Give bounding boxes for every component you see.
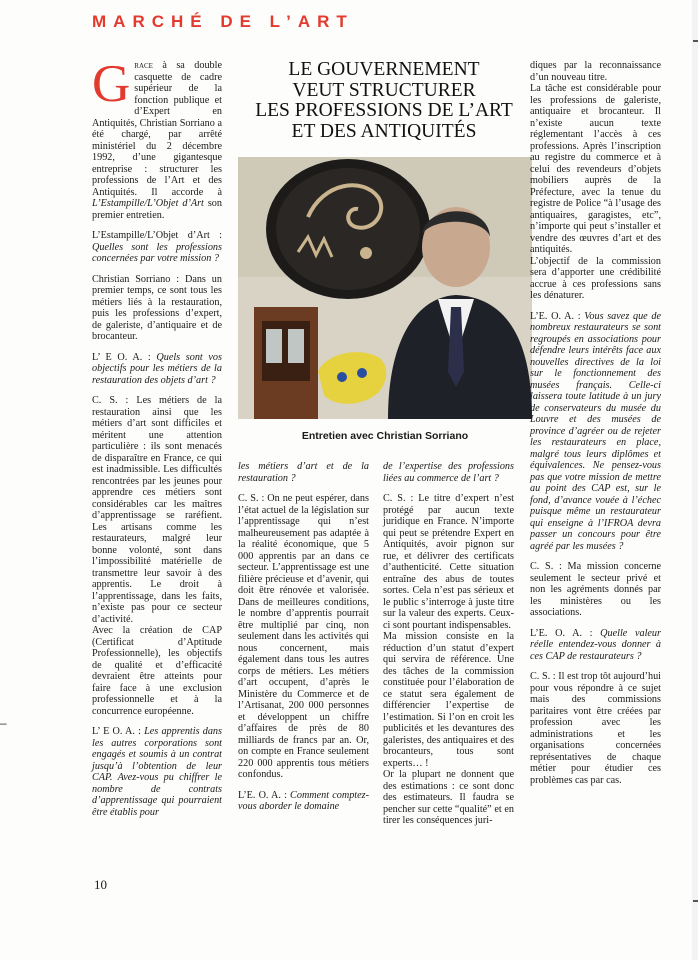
title-line: VEUT STRUCTURER [292,79,476,101]
answer-text: C. S. : On ne peut espérer, dans l’état actuel de la législation sur l’apprentissage qui n’est malheureusement pas adaptée à la réalité économique, que 5 000 apprentis par an dans ce secteur. L’apprentissage est une filière précieuse et d’avenir, qui doit être rénovée et valorisée. Dans de meilleures conditions, le nombre d’apprentis pourrait être multiplié par cinq, non seulement dans les activités qui nous concernent, mais également dans tous les autres corps de métiers. Les métiers d’art occupent, d’après le Ministère du Commerce et de l’Artisanat, 200 000 personnes et développent un chiffre d’affaires de près de 80 milliards de francs par an. Or, on compte en France seulement 220 000 apprentis tous métiers confondus. [238,493,369,780]
answer-text: C. S. : Ma mission concerne seulement le secteur privé et non les agréments donnés par les ministères ou les associations. [530,561,661,618]
answer-text: La tâche est considérable pour les professions de galeriste, antiquaire et brocanteur. Il n’existe aucun texte réglementant l’accès à ces professions. Après l’inscription au registre du commerce et à celui des revendeurs d’objets mobiliers auprès de la Préfecture, avec la tenue du registre de Police “à l’usage des antiquaires, garagistes, etc”, n’importe qui peut s’installer et vendre des œuvres d’art et des antiquités. [530,83,661,255]
magazine-name: L’Estampille/L’Objet d’Art [92,198,204,209]
question-speaker: L’Estampille/L’Objet d’Art : [92,230,222,241]
drop-cap: G [92,55,131,113]
answer-text: L’objectif de la commission sera d’apporter une crédibilité accrue à ces professions sans les dénaturer. [530,255,661,301]
question-continuation: les métiers d’art et de la restauration ? [238,461,369,484]
section-header: MARCHÉ DE L’ART [92,12,354,31]
margin-mark: – [0,716,7,730]
answer-text: C. S. : Le titre d’expert n’est protégé par aucun texte juridique en France. N’importe qui peut se prétendre Expert en Antiquités, avoir pignon sur rue, et délivrer des certificats d’authenticité. Cette situation entraîne des abus de toutes sortes. Cela n’est pas sérieux et le public s’interroge à juste titre sur la valeur des experts. Ceux-ci sont pourtant indispensables. [383,493,514,631]
interview-photo [238,157,532,419]
intro-smallcaps: race [134,60,153,71]
question-text: Quelles sont les professions concernées par votre mission ? [92,241,222,264]
answer-text: C. S. : Il est trop tôt aujourd’hui pour vous répondre à ce sujet mais des commissions paritaires vont être créées par profession avec les administrations et les organisations concernées représentatives de chaque métier pour étudier ces problèmes cas par cas. [530,671,661,786]
question-text: Quels sont vos objectifs pour les métiers de la restauration des objets d’art ? [92,351,222,386]
column-2 [238,461,369,813]
question-text: Quelle valeur réelle entendez-vous donner à ces CAP de restaurateurs ? [530,627,661,662]
column-4 [530,60,661,786]
answer-text: Ma mission consiste en la réduction d’un statut d’expert qui servira de référence. Une des tâches de la commission constituée pour l’élaboration de ce statut sera également de différencier l’expertise de l’estimation. Si l’on en croit les publicités et les devantures des galeristes, des antiquaires et des brocanteurs, tous sont experts… ! [383,631,514,769]
question-speaker: L’ E O. A. : [92,351,151,363]
question-speaker: L’ E O. A. : [92,726,141,737]
answer-text: Avec la création de CAP (Certificat d’Aptitude Professionnelle), les objectifs de qualité et d’efficacité devraient être atteints pour faire face à une exclusion professionnelle et à la concurrence européenne. [92,625,222,717]
question-text: Vous savez que de nombreux restaurateurs se sont regroupés en associations pour défendre leurs intérêts face aux nouvelles directives de la loi sur le fonctionnement des musées français. Celle-ci laissera toute latitude à un jury de conservateurs du musée du Louvre et des musées de province d’agréer ou de rejeter les restaurateurs en place, malgré tous leurs diplômes et équivalences. Ne pensez-vous pas que votre mission de mettre au point des CAP est, sur le fond, d’avance vouée à l’échec puisque même un restaurateur qui enseigne à l’IFROA devra passer un concours pour être agréé par les musées ? [530,310,661,552]
answer-text: C. S. : Les métiers de la restauration ainsi que les métiers d’art sont difficiles et méritent une attention particulière : ils sont menacés de disparaître en France, ce qui est inadmissible. Les difficultés rencontrées par les jeunes pour apprendre ces métiers sont considérables car les maîtres d’apprentissage se raréfient. Les artisans comme les restaurateurs, malgré leur bonne volonté, sont dans l’impossibilité matérielle de transmettre leur savoir à des apprentis. Le droit à l’apprentissage, dans les faits, n’existe pas pour ce secteur d’activité. [92,395,222,625]
edge-mark [693,900,698,902]
question-speaker: L’E. O. A. : [238,789,287,801]
page-number: 10 [94,877,107,892]
intro-end: son premier entretien. [92,198,222,221]
question-speaker: L’E. O. A. : [530,627,593,639]
title-line: ET DES ANTIQUITÉS [291,120,477,142]
question-continuation: de l’expertise des professions liées au commerce de l’art ? [383,461,514,484]
photo-caption: Entretien avec Christian Sorriano [301,430,469,442]
question-text: Les apprentis dans les autres corporations sont engagés et soumis à un contrat jusqu’à l’obtention de leur CAP. Avez-vous pu chiffrer le nombre de contrats d’apprentissage qui pourraient être établis pour [92,726,222,818]
title-line: LES PROFESSIONS DE L’ART [255,100,513,121]
page-edge [692,0,698,960]
answer-text: Or la plupart ne donnent que des estimations : ce sont donc des estimateurs. Il faudra se pencher sur cette “qualité” et en tirer les conséquences juri- [383,769,514,826]
answer-continuation: diques par la reconnaissance d’un nouveau titre. [530,60,661,83]
answer-text: Christian Sorriano : Dans un premier temps, ce sont tous les métiers liés à la restauration, puis les professions d’expert, de galeriste, d’antiquaire et de brocanteur. [92,273,222,342]
intro-text: à sa double casquette de cadre supérieur de la fonction publique et d’Expert en Antiquités, Christian Sorriano a été chargé, par arrêté ministériel du 2 décembre 1992, d’une gigantesque entreprise : structurer les professions de l’Art et des Antiquités. Il accorde à [92,60,222,198]
edge-mark [693,40,698,42]
question-text: Comment comptez-vous aborder le domaine [238,789,370,812]
title-line: LE GOUVERNEMENT [288,59,480,80]
column-3 [383,461,514,827]
column-1 [92,55,222,818]
question-speaker: L’E. O. A. : [530,310,581,322]
article-title [234,60,534,142]
